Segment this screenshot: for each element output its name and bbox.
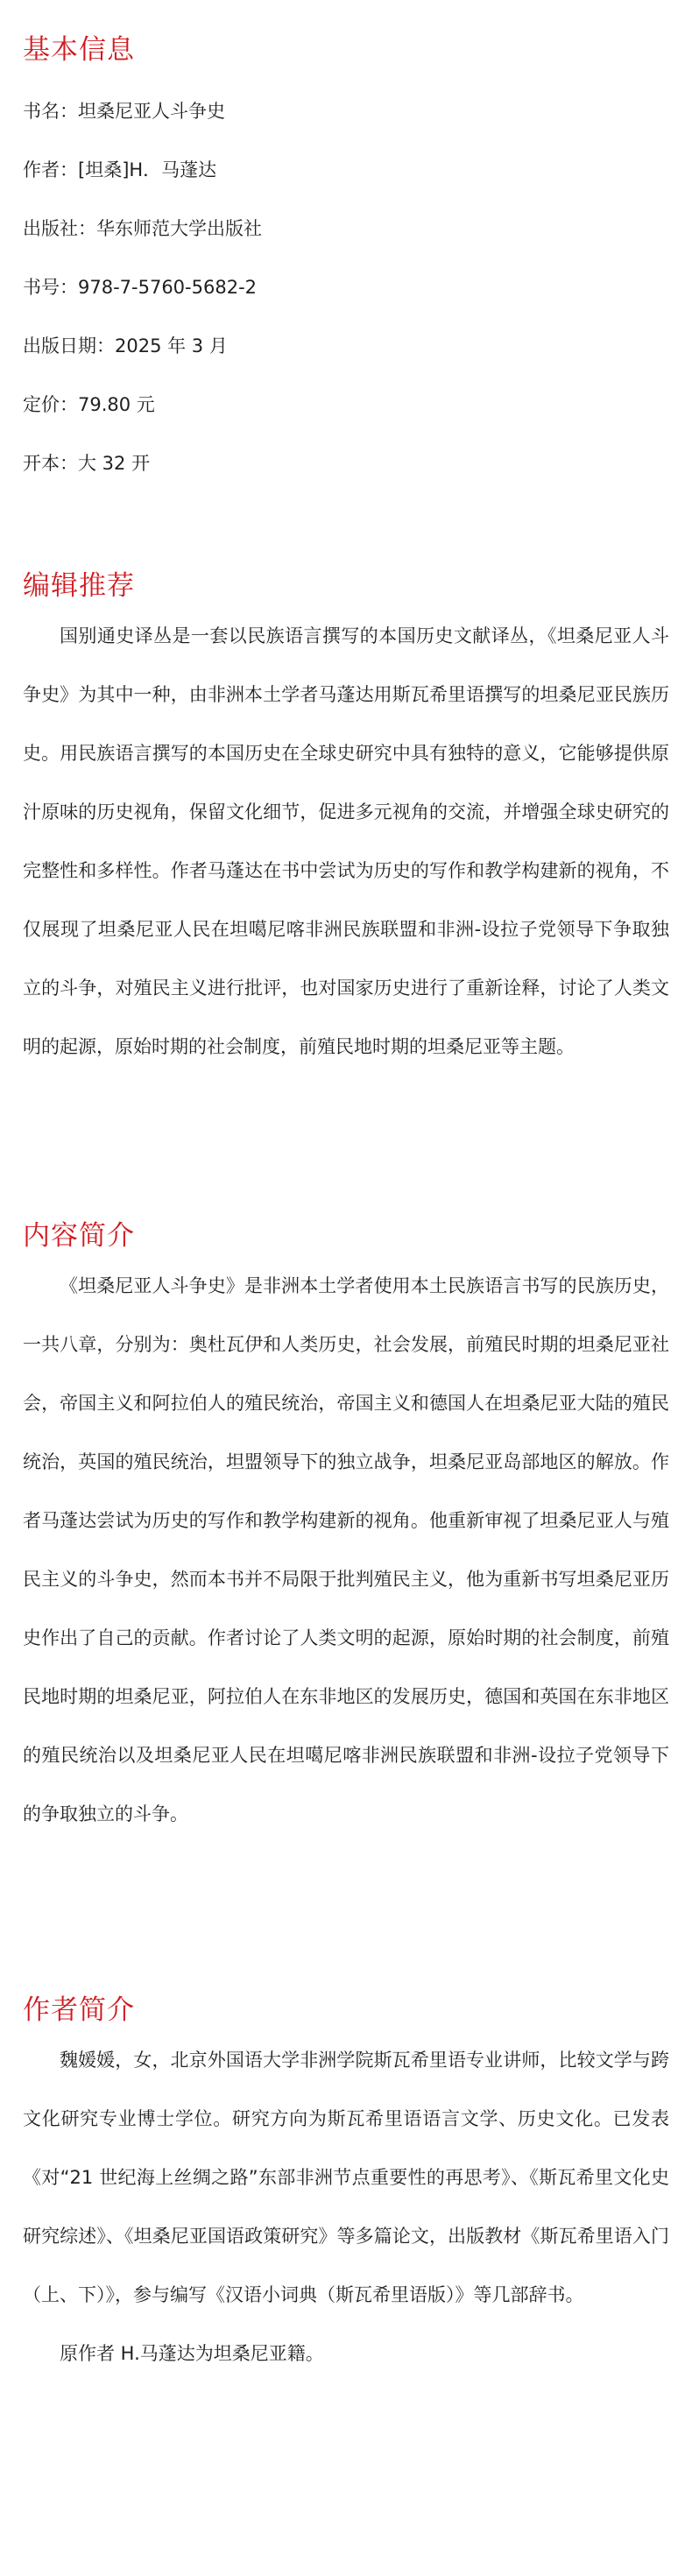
editor-recommendation-paragraph: 国别通史译丛是一套以民族语言撰写的本国历史文献译丛，《坦桑尼亚人斗争史》为其中一种，由非洲本土学者马蓬达用斯瓦希里语撰写的坦桑尼亚民族历史。用民族语言撰写的本国历史在全球史研究中具有独特的意义，它能够提供原汁原味的历史视角，保留文化细节，促进多元视角的交流，并增强全球史研究的完整性和多样性。作者马蓬达在书中尝试为历史的写作和教学构建新的视角，不仅展现了坦桑尼亚人民在坦噶尼喀非洲民族联盟和非洲-设拉子党领导下争取独立的斗争，对殖民主义进行批评，也对国家历史进行了重新诠释，讨论了人类文明的起源，原始时期的社会制度，前殖民地时期的坦桑尼亚等主题。 [23,625,669,1057]
original-author-note: 原作者 H.马蓬达为坦桑尼亚籍。 [60,2343,324,2364]
isbn-line: 书号：978-7-5760-5682-2 [23,277,258,298]
author-intro-section [23,1994,669,2383]
author-line: 作者：[坦桑]H．马蓬达 [23,159,217,180]
publish-date-line: 出版日期：2025 年 3 月 [23,335,228,356]
author-intro-title: 作者简介 [23,1994,135,2026]
book-title-line: 书名：坦桑尼亚人斗争史 [23,101,225,122]
editor-recommendation-title: 编辑推荐 [23,570,135,602]
content-summary-paragraph: 《坦桑尼亚人斗争史》是非洲本土学者使用本土民族语言书写的民族历史，一共八章，分别为：奥杜瓦伊和人类历史，社会发展，前殖民时期的坦桑尼亚社会，帝国主义和阿拉伯人的殖民统治，帝国主义和德国人在坦桑尼亚大陆的殖民统治，英国的殖民统治，坦盟领导下的独立战争，坦桑尼亚岛部地区的解放。作者马蓬达尝试为历史的写作和教学构建新的视角。他重新审视了坦桑尼亚人与殖民主义的斗争史，然而本书并不局限于批判殖民主义，他为重新书写坦桑尼亚历史作出了自己的贡献。作者讨论了人类文明的起源，原始时期的社会制度，前殖民地时期的坦桑尼亚，阿拉伯人在东非地区的发展历史，德国和英国在东非地区的殖民统治以及坦桑尼亚人民在坦噶尼喀非洲民族联盟和非洲-设拉子党领导下的争取独立的斗争。 [23,1275,669,1824]
publisher-line: 出版社：华东师范大学出版社 [23,218,262,239]
price-line: 定价：79.80 元 [23,394,155,415]
basic-info-section [23,34,669,513]
content-summary-title: 内容简介 [23,1220,135,1252]
content-summary-section [23,1220,669,1844]
format-line: 开本：大 32 开 [23,453,151,474]
basic-info-title: 基本信息 [23,34,135,66]
editor-recommendation-section [23,570,669,1076]
author-intro-paragraph: 魏媛媛，女，北京外国语大学非洲学院斯瓦希里语专业讲师，比较文学与跨文化研究专业博士学位。研究方向为斯瓦希里语语言文学、历史文化。已发表《对“21 世纪海上丝绸之路”东部非洲节点重要性的再思考》、《斯瓦希里文化史研究综述》、《坦桑尼亚国语政策研究》等多篇论文，出版教材《斯瓦希里语入门（上、下）》，参与编写《汉语小词典（斯瓦希里语版）》等几部辞书。 [23,2050,669,2305]
